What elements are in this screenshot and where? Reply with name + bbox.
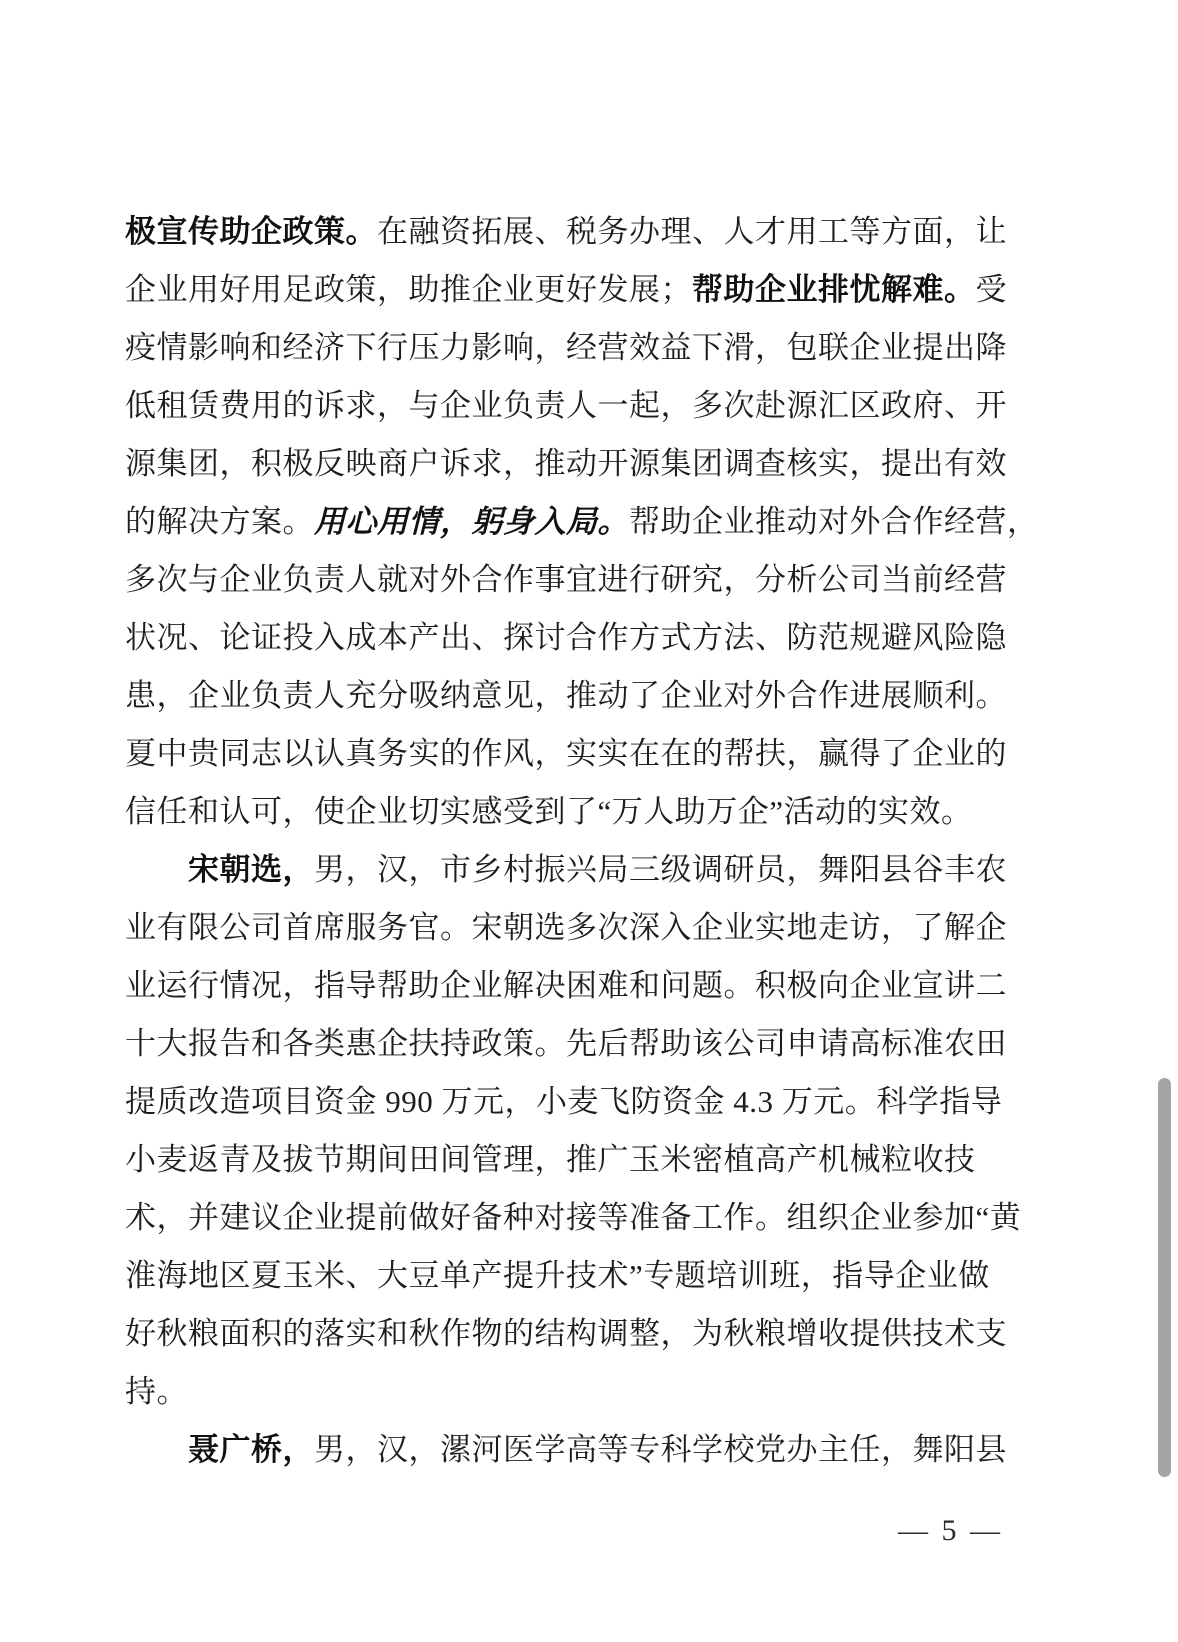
text-line (125, 899, 1035, 957)
text-run: 业运行情况，指导帮助企业解决困难和问题。积极向企业宣讲二 (125, 968, 1007, 1003)
text-line (125, 319, 1035, 377)
text-run: 持。 (125, 1374, 188, 1409)
text-line (125, 1073, 1035, 1131)
text-run: 聂广桥， (188, 1432, 314, 1467)
text-line (125, 1247, 1035, 1305)
text-line (125, 493, 1039, 551)
text-line (125, 609, 1035, 667)
text-run: 的解决方案。 (125, 504, 314, 539)
text-line (125, 1305, 1035, 1363)
text-line (125, 957, 1035, 1015)
text-run: 小麦返青及拔节期间田间管理，推广玉米密植高产机械粒收技 (125, 1142, 976, 1177)
text-run: 帮助企业排忧解难。 (692, 272, 976, 307)
text-line (125, 261, 1035, 319)
text-run: 男，汉，市乡村振兴局三级调研员，舞阳县谷丰农 (314, 852, 1007, 887)
text-run: 多次与企业负责人就对外合作事宜进行研究，分析公司当前经营 (125, 562, 1007, 597)
text-run: 状况、论证投入成本产出、探讨合作方式方法、防范规避风险隐 (125, 620, 1007, 655)
text-run: 低租赁费用的诉求，与企业负责人一起，多次赴源汇区政府、开 (125, 388, 1007, 423)
text-run: 受 (975, 272, 1007, 307)
text-line (125, 1189, 1035, 1247)
text-run: 疫情影响和经济下行压力影响，经营效益下滑，包联企业提出降 (125, 330, 1007, 365)
text-run: 信任和认可，使企业切实感受到了“万人助万企”活动的实效。 (125, 794, 973, 829)
body-text (125, 203, 1039, 1479)
text-run: 源集团，积极反映商户诉求，推动开源集团调查核实，提出有效 (125, 446, 1007, 481)
text-run: 男，汉，漯河医学高等专科学校党办主任，舞阳县 (314, 1432, 1007, 1467)
text-run: 宋朝选， (188, 852, 314, 887)
text-run: 十大报告和各类惠企扶持政策。先后帮助该公司申请高标准农田 (125, 1026, 1007, 1061)
text-run: 好秋粮面积的落实和秋作物的结构调整，为秋粮增收提供技术支 (125, 1316, 1007, 1351)
text-run: 极宣传助企政策。 (125, 214, 377, 249)
text-run: 术，并建议企业提前做好备种对接等准备工作。组织企业参加“黄 (125, 1200, 1022, 1235)
text-run: 患，企业负责人充分吸纳意见，推动了企业对外合作进展顺利。 (125, 678, 1007, 713)
text-run: 夏中贵同志以认真务实的作风，实实在在的帮扶，赢得了企业的 (125, 736, 1007, 771)
text-line (125, 725, 1035, 783)
text-run: 业有限公司首席服务官。宋朝选多次深入企业实地走访，了解企 (125, 910, 1007, 945)
text-line (125, 551, 1035, 609)
text-line (125, 435, 1035, 493)
scrollbar-thumb[interactable] (1158, 1078, 1171, 1477)
text-line (125, 1421, 1035, 1479)
text-run: 淮海地区夏玉米、大豆单产提升技术”专题培训班，指导企业做 (125, 1258, 990, 1293)
text-run: 帮助企业推动对外合作经营， (629, 504, 1039, 539)
text-line (125, 841, 1035, 899)
text-run: 用心用情，躬身入局。 (314, 504, 629, 539)
text-line (125, 1015, 1035, 1073)
text-line (125, 203, 1035, 261)
text-run: 在融资拓展、税务办理、人才用工等方面，让 (377, 214, 1007, 249)
page-number: — 5 — (898, 1514, 1003, 1547)
text-run: 提质改造项目资金 990 万元，小麦飞防资金 4.3 万元。科学指导 (125, 1084, 1003, 1119)
text-line (125, 377, 1035, 435)
text-line (125, 783, 1035, 841)
text-line (125, 667, 1035, 725)
text-line (125, 1363, 1035, 1421)
text-run: 企业用好用足政策，助推企业更好发展； (125, 272, 692, 307)
text-line (125, 1131, 1035, 1189)
